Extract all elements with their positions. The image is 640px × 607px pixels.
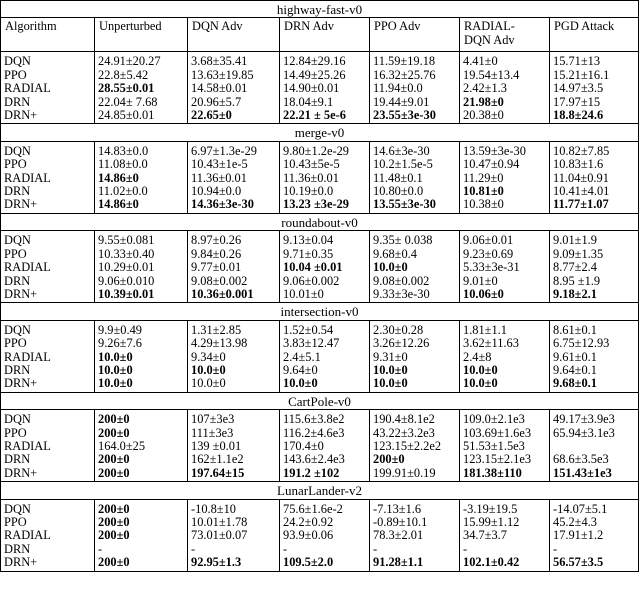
score-cell: 17.91±1.2 (550, 529, 639, 542)
algorithm-name: DRN+ (1, 198, 95, 213)
table-row (1, 529, 639, 542)
score-cell: 10.04 ±0.01 (280, 261, 370, 274)
score-cell: 123.15±2.2e2 (370, 440, 460, 453)
env-title: CartPole-v0 (1, 392, 639, 409)
algorithm-name: DRN+ (1, 467, 95, 482)
env-rows (1, 141, 639, 213)
score-cell: 9.26±7.6 (95, 337, 188, 350)
algorithm-name: RADIAL (1, 82, 95, 95)
score-cell: 24.85±0.01 (95, 109, 188, 124)
column-header: PPO Adv (370, 18, 460, 52)
algorithm-name: RADIAL (1, 529, 95, 542)
table-row (1, 440, 639, 453)
score-cell: 8.97±0.26 (188, 231, 280, 248)
score-cell: 10.0±0 (188, 364, 280, 377)
table-row (1, 69, 639, 82)
table-row (1, 364, 639, 377)
table-row (1, 261, 639, 274)
score-cell: 2.30±0.28 (370, 320, 460, 337)
score-cell: - (188, 543, 280, 556)
algorithm-name: RADIAL (1, 351, 95, 364)
score-cell: 78.3±2.01 (370, 529, 460, 542)
score-cell: 200±0 (95, 556, 188, 571)
score-cell: 14.49±25.26 (280, 69, 370, 82)
table-row (1, 172, 639, 185)
table-row (1, 248, 639, 261)
score-cell: 18.8±24.6 (550, 109, 639, 124)
algorithm-name: DRN (1, 96, 95, 109)
column-header: PGD Attack (550, 18, 639, 52)
score-cell: 4.29±13.98 (188, 337, 280, 350)
score-cell: 9.68±0.4 (370, 248, 460, 261)
env-section-header (1, 1, 639, 18)
score-cell: 102.1±0.42 (460, 556, 550, 571)
table-row (1, 427, 639, 440)
score-cell (550, 440, 639, 453)
score-cell: 200±0 (95, 427, 188, 440)
env-rows (1, 231, 639, 303)
table-row (1, 516, 639, 529)
score-cell: 1.31±2.85 (188, 320, 280, 337)
score-cell: 9.35± 0.038 (370, 231, 460, 248)
score-cell: 10.82±7.85 (550, 141, 639, 158)
score-cell: 10.0±0 (280, 377, 370, 392)
score-cell: 2.4±8 (460, 351, 550, 364)
score-cell: 4.41±0 (460, 52, 550, 69)
env-title-row (1, 303, 639, 320)
env-rows (1, 410, 639, 482)
score-cell: 10.2±1.5e-5 (370, 158, 460, 171)
score-cell: 22.8±5.42 (95, 69, 188, 82)
score-cell: 191.2 ±102 (280, 467, 370, 482)
score-cell: 200±0 (95, 516, 188, 529)
score-cell: 10.0±0 (460, 364, 550, 377)
score-cell: 19.44±9.01 (370, 96, 460, 109)
score-cell: 56.57±3.5 (550, 556, 639, 571)
score-cell: 9.06±0.01 (460, 231, 550, 248)
score-cell: 19.54±13.4 (460, 69, 550, 82)
score-cell: 65.94±3.1e3 (550, 427, 639, 440)
score-cell: 11.36±0.01 (188, 172, 280, 185)
algorithm-name: PPO (1, 69, 95, 82)
score-cell: 15.99±1.12 (460, 516, 550, 529)
algorithm-name: DQN (1, 499, 95, 516)
score-cell: 200±0 (370, 453, 460, 466)
score-cell: 107±3e3 (188, 410, 280, 427)
algorithm-name: DRN (1, 453, 95, 466)
score-cell: 11.48±0.1 (370, 172, 460, 185)
score-cell: 9.61±0.1 (550, 351, 639, 364)
algorithm-name: DRN (1, 364, 95, 377)
score-cell: 14.90±0.01 (280, 82, 370, 95)
score-cell: 6.97±1.3e-29 (188, 141, 280, 158)
table-row (1, 467, 639, 482)
score-cell: 109.5±2.0 (280, 556, 370, 571)
score-cell: 9.08±0.002 (370, 275, 460, 288)
algorithm-name: DQN (1, 320, 95, 337)
table-row (1, 52, 639, 69)
score-cell: 9.01±1.9 (550, 231, 639, 248)
score-cell: 15.21±16.1 (550, 69, 639, 82)
score-cell: 14.86±0 (95, 198, 188, 213)
score-cell: 200±0 (95, 410, 188, 427)
score-cell: 9.64±0 (280, 364, 370, 377)
score-cell: 10.41±4.01 (550, 185, 639, 198)
env-title-row (1, 482, 639, 499)
algorithm-name: DRN (1, 275, 95, 288)
score-cell: 15.71±13 (550, 52, 639, 69)
score-cell: 10.83±1.6 (550, 158, 639, 171)
score-cell: 10.29±0.01 (95, 261, 188, 274)
score-cell: 18.04±9.1 (280, 96, 370, 109)
score-cell: 10.0±0 (95, 351, 188, 364)
score-cell: 10.94±0.0 (188, 185, 280, 198)
score-cell: 9.77±0.01 (188, 261, 280, 274)
env-title-row (1, 1, 639, 18)
score-cell: 9.18±2.1 (550, 288, 639, 303)
score-cell: 115.6±3.8e2 (280, 410, 370, 427)
score-cell: 34.7±3.7 (460, 529, 550, 542)
score-cell: 10.47±0.94 (460, 158, 550, 171)
env-section-header (1, 482, 639, 499)
score-cell: 10.0±0 (370, 261, 460, 274)
score-cell: 11.36±0.01 (280, 172, 370, 185)
score-cell: 13.63±19.85 (188, 69, 280, 82)
score-cell: 164.0±25 (95, 440, 188, 453)
algorithm-name: RADIAL (1, 440, 95, 453)
score-cell: 8.61±0.1 (550, 320, 639, 337)
score-cell: 11.94±0.0 (370, 82, 460, 95)
table-row (1, 320, 639, 337)
score-cell: - (95, 543, 188, 556)
score-cell: 13.23 ±3e-29 (280, 198, 370, 213)
env-title-row (1, 392, 639, 409)
score-cell: - (460, 543, 550, 556)
env-title: intersection-v0 (1, 303, 639, 320)
score-cell: 10.01±1.78 (188, 516, 280, 529)
algorithm-name: PPO (1, 248, 95, 261)
env-title: roundabout-v0 (1, 213, 639, 230)
score-cell: 10.43±5e-5 (280, 158, 370, 171)
score-cell: 9.09±1.35 (550, 248, 639, 261)
score-cell: 13.59±3e-30 (460, 141, 550, 158)
algorithm-name: RADIAL (1, 172, 95, 185)
score-cell: 24.2±0.92 (280, 516, 370, 529)
env-rows (1, 320, 639, 392)
score-cell: 200±0 (95, 529, 188, 542)
column-header-row (1, 18, 639, 52)
table-row (1, 351, 639, 364)
algorithm-name: DQN (1, 52, 95, 69)
score-cell: 10.33±0.40 (95, 248, 188, 261)
score-cell: 92.95±1.3 (188, 556, 280, 571)
algorithm-name: DRN (1, 185, 95, 198)
score-cell: 10.81±0 (460, 185, 550, 198)
score-cell: 181.38±110 (460, 467, 550, 482)
score-cell: 13.55±3e-30 (370, 198, 460, 213)
column-header: Unperturbed (95, 18, 188, 52)
score-cell: 14.58±0.01 (188, 82, 280, 95)
algorithm-name: DRN+ (1, 288, 95, 303)
score-cell: 9.64±0.1 (550, 364, 639, 377)
column-header: DQN Adv (188, 18, 280, 52)
algorithm-name: PPO (1, 516, 95, 529)
table-row (1, 556, 639, 571)
table-row (1, 410, 639, 427)
column-header: RADIAL- DQN Adv (460, 18, 550, 52)
score-cell: 14.97±3.5 (550, 82, 639, 95)
score-cell: 45.2±4.3 (550, 516, 639, 529)
score-cell: 12.84±29.16 (280, 52, 370, 69)
score-cell: 51.53±1.5e3 (460, 440, 550, 453)
score-cell: 10.06±0 (460, 288, 550, 303)
score-cell: 10.36±0.001 (188, 288, 280, 303)
score-cell: 75.6±1.6e-2 (280, 499, 370, 516)
score-cell: 123.15±2.1e3 (460, 453, 550, 466)
score-cell: 28.55±0.01 (95, 82, 188, 95)
env-title-row (1, 124, 639, 141)
table-row (1, 499, 639, 516)
env-section-header (1, 392, 639, 409)
score-cell: 93.9±0.06 (280, 529, 370, 542)
score-cell: 151.43±1e3 (550, 467, 639, 482)
env-title-row (1, 213, 639, 230)
score-cell: 14.86±0 (95, 172, 188, 185)
score-cell: 3.26±12.26 (370, 337, 460, 350)
env-rows (1, 499, 639, 571)
algorithm-name: DQN (1, 410, 95, 427)
score-cell: 200±0 (95, 499, 188, 516)
score-cell: 10.0±0 (188, 377, 280, 392)
table-row (1, 109, 639, 124)
score-cell: 10.0±0 (370, 377, 460, 392)
score-cell: 10.38±0 (460, 198, 550, 213)
env-title: merge-v0 (1, 124, 639, 141)
algorithm-name: DQN (1, 141, 95, 158)
table-row (1, 453, 639, 466)
table-row (1, 96, 639, 109)
score-cell: 17.97±15 (550, 96, 639, 109)
score-cell: 11.04±0.91 (550, 172, 639, 185)
score-cell: - (370, 543, 460, 556)
score-cell: 9.34±0 (188, 351, 280, 364)
algorithm-name: DRN+ (1, 109, 95, 124)
algorithm-name: DRN+ (1, 556, 95, 571)
score-cell: 9.68±0.1 (550, 377, 639, 392)
score-cell: 10.43±1e-5 (188, 158, 280, 171)
table-row (1, 377, 639, 392)
score-cell: 9.01±0 (460, 275, 550, 288)
score-cell: 9.55±0.081 (95, 231, 188, 248)
env-title: LunarLander-v2 (1, 482, 639, 499)
score-cell: 22.21 ± 5e-6 (280, 109, 370, 124)
env-section-header (1, 124, 639, 141)
score-cell: 3.62±11.63 (460, 337, 550, 350)
score-cell: 43.22±3.2e3 (370, 427, 460, 440)
algorithm-name: DRN+ (1, 377, 95, 392)
score-cell: -7.13±1.6 (370, 499, 460, 516)
score-cell: 9.71±0.35 (280, 248, 370, 261)
score-cell: 21.98±0 (460, 96, 550, 109)
column-header: Algorithm (1, 18, 95, 52)
score-cell: 73.01±0.07 (188, 529, 280, 542)
score-cell: 200±0 (95, 453, 188, 466)
score-cell: 10.19±0.0 (280, 185, 370, 198)
score-cell: 23.55±3e-30 (370, 109, 460, 124)
score-cell: 111±3e3 (188, 427, 280, 440)
score-cell: 11.77±1.07 (550, 198, 639, 213)
score-cell: 116.2±4.6e3 (280, 427, 370, 440)
table-row (1, 141, 639, 158)
score-cell: -0.89±10.1 (370, 516, 460, 529)
score-cell: 10.0±0 (370, 364, 460, 377)
score-cell: 190.4±8.1e2 (370, 410, 460, 427)
score-cell: 197.64±15 (188, 467, 280, 482)
score-cell: 22.04± 7.68 (95, 96, 188, 109)
algorithm-name: RADIAL (1, 261, 95, 274)
score-cell: 49.17±3.9e3 (550, 410, 639, 427)
table-row (1, 158, 639, 171)
column-header-group (1, 18, 639, 52)
score-cell: - (280, 543, 370, 556)
table-row (1, 185, 639, 198)
score-cell: 10.0±0 (460, 377, 550, 392)
score-cell: 9.23±0.69 (460, 248, 550, 261)
score-cell: 10.01±0 (280, 288, 370, 303)
score-cell: -3.19±19.5 (460, 499, 550, 516)
table-row (1, 543, 639, 556)
score-cell: 8.95 ±1.9 (550, 275, 639, 288)
algorithm-name: PPO (1, 427, 95, 440)
table-row (1, 337, 639, 350)
score-cell: 199.91±0.19 (370, 467, 460, 482)
score-cell: - (550, 543, 639, 556)
score-cell: 162±1.1e2 (188, 453, 280, 466)
env-section-header (1, 303, 639, 320)
score-cell: 11.02±0.0 (95, 185, 188, 198)
algorithm-name: PPO (1, 337, 95, 350)
score-cell: 6.75±12.93 (550, 337, 639, 350)
score-cell: 3.68±35.41 (188, 52, 280, 69)
env-section-header (1, 213, 639, 230)
column-header: DRN Adv (280, 18, 370, 52)
table-row (1, 275, 639, 288)
score-cell: 22.65±0 (188, 109, 280, 124)
score-cell: 9.84±0.26 (188, 248, 280, 261)
table-row (1, 82, 639, 95)
score-cell: 8.77±2.4 (550, 261, 639, 274)
env-rows (1, 52, 639, 124)
score-cell: 91.28±1.1 (370, 556, 460, 571)
score-cell: 9.80±1.2e-29 (280, 141, 370, 158)
score-cell: 9.08±0.002 (188, 275, 280, 288)
score-cell: 14.83±0.0 (95, 141, 188, 158)
score-cell: 5.33±3e-31 (460, 261, 550, 274)
score-cell: 24.91±20.27 (95, 52, 188, 69)
score-cell: 14.6±3e-30 (370, 141, 460, 158)
score-cell: 68.6±3.5e3 (550, 453, 639, 466)
score-cell: 11.29±0 (460, 172, 550, 185)
env-title: highway-fast-v0 (1, 1, 639, 18)
table-row (1, 288, 639, 303)
score-cell: 20.38±0 (460, 109, 550, 124)
score-cell: 9.06±0.002 (280, 275, 370, 288)
score-cell: 11.59±19.18 (370, 52, 460, 69)
score-cell: 1.81±1.1 (460, 320, 550, 337)
score-cell: 143.6±2.4e3 (280, 453, 370, 466)
score-cell: 3.83±12.47 (280, 337, 370, 350)
score-cell: 1.52±0.54 (280, 320, 370, 337)
algorithm-name: PPO (1, 158, 95, 171)
score-cell: 10.80±0.0 (370, 185, 460, 198)
score-cell: 9.31±0 (370, 351, 460, 364)
score-cell: 2.42±1.3 (460, 82, 550, 95)
score-cell: 14.36±3e-30 (188, 198, 280, 213)
score-cell: 10.39±0.01 (95, 288, 188, 303)
score-cell: -14.07±5.1 (550, 499, 639, 516)
algorithm-name: DRN (1, 543, 95, 556)
score-cell: 20.96±5.7 (188, 96, 280, 109)
score-cell: 109.0±2.1e3 (460, 410, 550, 427)
table-row (1, 198, 639, 213)
score-cell: 170.4±0 (280, 440, 370, 453)
score-cell: 10.0±0 (95, 364, 188, 377)
table-row (1, 231, 639, 248)
score-cell: 9.13±0.04 (280, 231, 370, 248)
score-cell: 9.9±0.49 (95, 320, 188, 337)
score-cell: 139 ±0.01 (188, 440, 280, 453)
score-cell: 10.0±0 (95, 377, 188, 392)
score-cell: 200±0 (95, 467, 188, 482)
score-cell: 2.4±5.1 (280, 351, 370, 364)
score-cell: -10.8±10 (188, 499, 280, 516)
score-cell: 103.69±1.6e3 (460, 427, 550, 440)
score-cell: 11.08±0.0 (95, 158, 188, 171)
algorithm-name: DQN (1, 231, 95, 248)
score-cell: 9.33±3e-30 (370, 288, 460, 303)
score-cell: 9.06±0.010 (95, 275, 188, 288)
score-cell: 16.32±25.76 (370, 69, 460, 82)
